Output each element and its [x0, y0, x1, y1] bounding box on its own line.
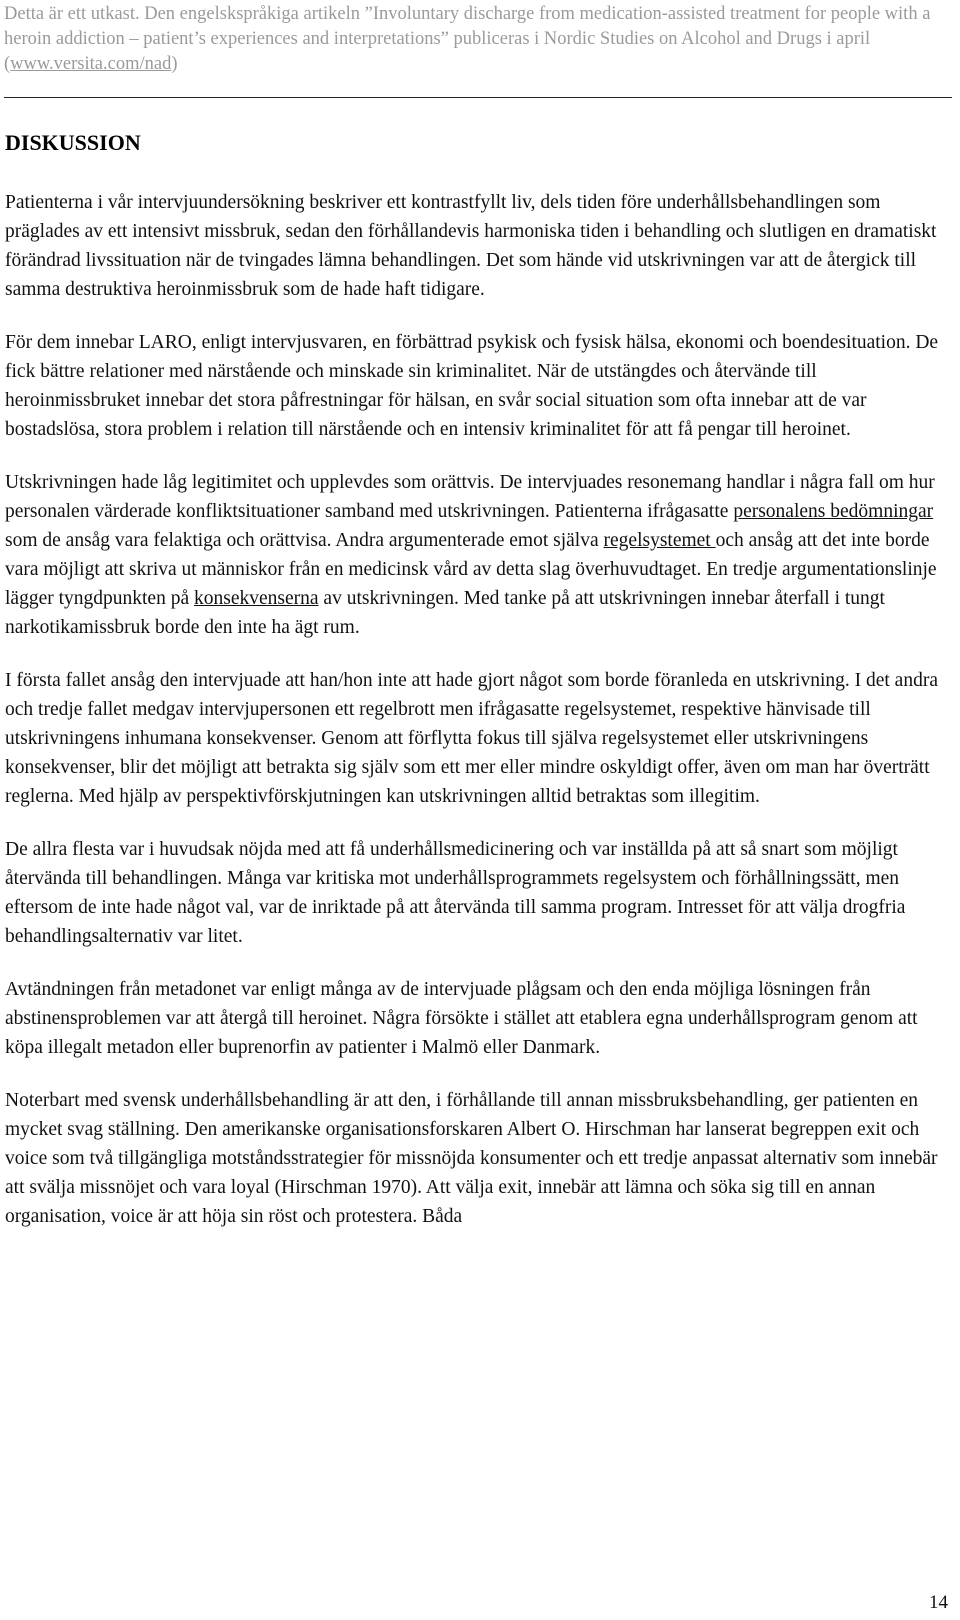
- header-divider: [4, 97, 952, 98]
- draft-notice-text-end: ): [171, 54, 178, 74]
- paragraph-3: [5, 468, 953, 642]
- underlined-term-regelsystemet: regelsystemet: [603, 530, 716, 551]
- draft-notice-text: Detta är ett utkast. Den engelskspråkiga artikeln ”Involuntary discharge from medication-assisted treatment for people with a heroin addiction – patient’s experiences and interpretations” publiceras i Nordic Studies on Alcohol and Drugs i april (: [4, 4, 931, 74]
- paragraph-3-text-c: och ansåg att det inte borde vara möjligt att skriva ut människor från en medicinsk vård av detta slag överhuvudtaget. En tredje argumentationslinje lägger tyngdpunkten på: [5, 530, 937, 609]
- journal-link[interactable]: www.versita.com/nad: [10, 54, 172, 74]
- paragraph-7: Noterbart med svensk underhållsbehandling är att den, i förhållande till annan missbruksbehandling, ger patienten en mycket svag ställning. Den amerikanske organisationsforskaren Albert O. Hirschman har lanserat begreppen exit och voice som två tillgängliga motståndsstrategier för missnöjda konsumenter och ett tredje anpassat alternativ som innebär att svälja missnöjet och vara loyal (Hirschman 1970). Att välja exit, innebär att lämna och söka sig till en annan organisation, voice är att höja sin röst och protestera. Båda: [5, 1090, 938, 1227]
- document-body: [5, 188, 953, 1255]
- underlined-term-personalens-bedomningar: personalens bedömningar: [733, 501, 934, 522]
- paragraph-4: I första fallet ansåg den intervjuade att han/hon inte att hade gjort något som borde föranleda en utskrivning. I det andra och tredje fallet medgav intervjupersonen ett regelbrott men ifrågasatte regelsystemet, respektive hänvisade till utskrivningens inhumana konsekvenser. Genom att förflytta fokus till själva regelsystemet eller utskrivningens konsekvenser, blir det möjligt att betrakta sig själv som ett mer eller mindre oskyldigt offer, även om man har överträtt reglerna. Med hjälp av perspektivförskjutningen kan utskrivningen alltid betraktas som illegitim.: [5, 670, 938, 807]
- paragraph-3-text-a: Utskrivningen hade låg legitimitet och upplevdes som orättvis. De intervjuades resonemang handlar i några fall om hur personalen värderade konfliktsituationer samband med utskrivningen. Patienterna ifrågasatte: [5, 472, 935, 522]
- paragraph-3-text-b: som de ansåg vara felaktiga och orättvisa. Andra argumenterade emot själva: [5, 530, 604, 551]
- draft-notice: [4, 2, 944, 77]
- section-heading: DISKUSSION: [5, 130, 141, 155]
- paragraph-6: Avtändningen från metadonet var enligt många av de intervjuade plågsam och den enda möjliga lösningen från abstinensproblemen var att återgå till heroinet. Några försökte i stället att etablera egna underhållsprogram genom att köpa illegalt metadon eller buprenorfin av patienter i Malmö eller Danmark.: [5, 979, 918, 1058]
- page-number: 14: [929, 1592, 948, 1613]
- paragraph-2: För dem innebar LARO, enligt intervjusvaren, en förbättrad psykisk och fysisk hälsa, ekonomi och boendesituation. De fick bättre relationer med närstående och minskade sin kriminalitet. När de utstängdes och återvände till heroinmissbruket innebar det stora påfrestningar för hälsan, en svår social situation som ofta innebar att de var bostadslösa, stora problem i relation till närstående och en intensiv kriminalitet för att få pengar till heroinet.: [5, 332, 939, 440]
- paragraph-1: Patienterna i vår intervjuundersökning beskriver ett kontrastfyllt liv, dels tiden före underhållsbehandlingen som präglades av ett intensivt missbruk, sedan den förhållandevis harmoniska tiden i behandling och slutligen en dramatiskt förändrad livssituation när de tvingades lämna behandlingen. Det som hände vid utskrivningen var att de återgick till samma destruktiva heroinmissbruk som de hade haft tidigare.: [5, 192, 937, 300]
- paragraph-5: De allra flesta var i huvudsak nöjda med att få underhållsmedicinering och var inställda på att så snart som möjligt återvända till behandlingen. Många var kritiska mot underhållsprogrammets regelsystem och förhållningssätt, men eftersom de inte hade något val, var de inriktade på att återvända till samma program. Intresset för att välja drogfria behandlingsalternativ var litet.: [5, 839, 906, 947]
- underlined-term-konsekvenserna: konsekvenserna: [194, 588, 319, 609]
- paragraph-3-text-d: av utskrivningen. Med tanke på att utskrivningen innebar återfall i tungt narkotikamissbruk borde den inte ha ägt rum.: [5, 588, 885, 638]
